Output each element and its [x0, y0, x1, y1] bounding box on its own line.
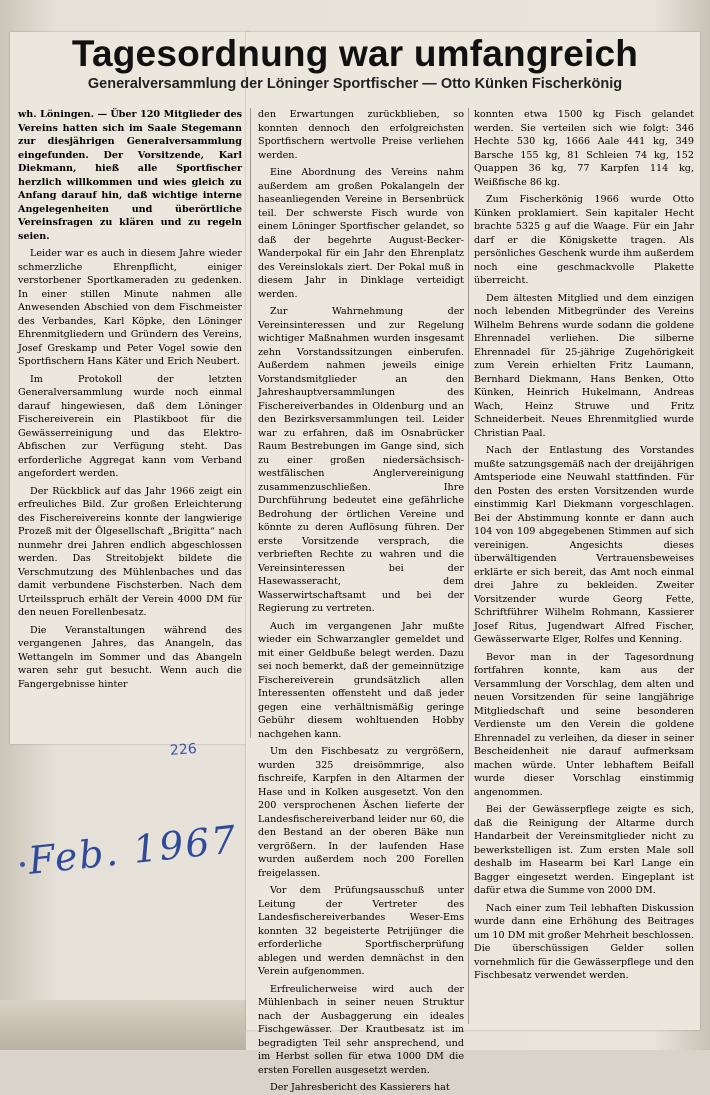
article-column-3 [474, 108, 694, 1026]
article-paragraph: den Erwartungen zurückblieben, so konnten dennoch den erfolgreichsten Sportfischern wertvolle Preise verliehen werden. [258, 109, 464, 161]
column-divider [250, 108, 251, 738]
article-paragraph: Eine Abordnung des Vereins nahm außerdem am großen Pokalangeln der haseanliegenden Vereine in Bersenbrück teil. Der schwerste Fisch wurde von einem Löninger Sportfischer gelandet, so daß der begehrte August-Becker-Wanderpokal für ein Jahr den Ehrenplatz des Vereinslokals ziert. Der Pokal muß in diesem Jahr in Dinklage verteidigt werden. [258, 167, 464, 300]
article-header [30, 34, 680, 92]
article-subheadline: Generalversammlung der Löninger Sportfischer — Otto Künken Fischerkönig [87, 76, 623, 92]
article-paragraph: Nach einer zum Teil lebhaften Diskussion wurde dann eine Erhöhung des Beitrages um 10 DM mit großer Mehrheit beschlossen. Die überschüssigen Gelder sollen vornehmlich für die Gewässerpflege und den Fischbesatz verwendet werden. [474, 902, 694, 981]
article-paragraph: Vor dem Prüfungsausschuß unter Leitung der Vertreter des Landesfischereiverbandes Weser-Ems konnten 32 begeisterte Petrijünger die erforderliche Sportfischerprüfung ablegen und werden demnächst in den Verein aufgenommen. [258, 885, 464, 977]
article-paragraph: Um den Fischbesatz zu vergrößern, wurden 325 dreisömmrige, also fischreife, Karpfen in den Altarmen der Hase und in Kolken ausgesetzt. Von den 200 versprochenen Äschen lieferte der Landesfischereiverband leider nur 60, die den Bestand an der oberen Bäke nun vergrößern. In der laufenden Hase wurden außerdem noch 200 Forellen freigelassen. [258, 746, 464, 879]
article-paragraph: Im Protokoll der letzten Generalversammlung wurde noch einmal darauf hingewiesen, daß dem Löninger Fischereiverein ein Plastikboot für die Gewässerreinigung und das Elektro-Abfischen zur Verfügung steht. Das erforderliche Aggregat kann vom Verband angefordert werden. [18, 373, 242, 479]
article-paragraph: Erfreulicherweise wird auch der Mühlenbach in seiner neuen Struktur nach der Ausbaggerung ein ideales Fischgewässer. Der Krautbesatz ist im begradigten Teil sehr ansprechend, und im Herbst sollen für etwa 1000 DM die ersten Forellen ausgesetzt werden. [258, 983, 464, 1076]
article-paragraph: Der Rückblick auf das Jahr 1966 zeigt ein erfreuliches Bild. Zur großen Erleichterung des Fischereivereins konnte der langwierige Prozeß mit der Ölgesellschaft „Brigitta“ nach nunmehr drei Jahren endlich abgeschlossen werden. Das Streitobjekt bildete die Verschmutzung des Mühlenbaches und das damit verbundene Fischsterben. Nach dem Urteilsspruch erhält der Verein 4000 DM für den neuen Forellenbesatz. [18, 485, 242, 618]
article-paragraph: konnten etwa 1500 kg Fisch gelandet werden. Sie verteilen sich wie folgt: 346 Hechte 530 kg, 1666 Aale 441 kg, 349 Barsche 155 kg, 81 Schleien 74 kg, 152 Quappen 36 kg, 77 Karpfen 114 kg, Weißfische 86 kg. [474, 109, 694, 188]
article-paragraph: Leider war es auch in diesem Jahre wieder schmerzliche Ehrenpflicht, einiger verstorbener Sportkameraden zu gedenken. In einer stillen Minute nahmen alle Anwesenden Abschied von dem Fischmeister des Verbandes, Karl Köpke, den Löninger Ehrenmitgliedern und Gründern des Vereins, Josef Greskamp und Peter Vogel sowie den Sportfischern Hans Käter und Erich Neubert. [18, 248, 242, 367]
article-headline: Tagesordnung war umfangreich [71, 33, 639, 74]
handwritten-page-number: 226 [169, 741, 198, 759]
article-paragraph: Bevor man in der Tagesordnung fortfahren konnte, kam aus der Versammlung der Vorschlag, dem alten und neuen Vorsitzenden für seine langjährige Mitgliedschaft und seine besonderen Verdienste um den Verein die goldene Ehrennadel zu verleihen, da dieser in seiner Bescheidenheit nie darauf aufmerksam machen würde. Unter lebhaftem Beifall wurde dieser Vorschlag einstimmig angenommen. [474, 651, 694, 798]
handwritten-date: Feb. 1967 [26, 817, 240, 883]
article-paragraph: Die Veranstaltungen während des vergangenen Jahres, das Anangeln, das Wettangeln im Sommer und das Abangeln waren sehr gut besucht. Wenn auch die Fangergebnisse hinter [18, 624, 242, 690]
column-divider [468, 108, 469, 1024]
article-paragraph: Bei der Gewässerpflege zeigte es sich, daß die Reinigung der Altarme durch Handarbeit der Vereinsmitglieder nicht zu bewerkstelligen ist. Zum ersten Male soll deshalb im Hasearm bei Karl Lange ein Bagger eingesetzt werden. Eingeplant ist dafür etwa die Summe von 2000 DM. [474, 804, 694, 896]
article-paragraph: Dem ältesten Mitglied und dem einzigen noch lebenden Mitbegründer des Vereins Wilhelm Behrens wurde sodann die goldene Ehrennadel verliehen. Die silberne Ehrennadel für 25-jährige Zugehörigkeit zum Verein erhielten Fritz Laumann, Bernhard Diekmann, Hans Benken, Otto Künken, Heinrich Hukelmann, Andreas Wach, Heinz Struwe und Fritz Schneiderbeit. Neues Ehrenmitglied wurde Christian Paal. [474, 292, 694, 439]
article-column-1 [18, 108, 242, 738]
lead-text: Über 120 Mitglieder des Vereins hatten sich im Saale Stegemann zur diesjährigen Generalversammlung eingefunden. Der Vorsitzende, Karl Diekmann, hieß alle Sportfischer herzlich willkommen und wies gleich zu Anfang darauf hin, daß wichtige interne Angelegenheiten und überörtliche Vereinsfragen zu klären und zu regeln seien. [18, 109, 242, 242]
article-column-2 [258, 108, 464, 1093]
handwritten-mark [20, 862, 25, 867]
article-paragraph: Der Jahresbericht des Kassierers hat [270, 1082, 450, 1093]
article-paragraph: Zum Fischerkönig 1966 wurde Otto Künken proklamiert. Sein kapitaler Hecht brachte 5325 g auf die Waage. Für ein Jahr darf er die Königskette tragen. Als persönliches Geschenk wurde ihm außerdem noch eine geschmackvolle Plakette überreicht. [474, 194, 694, 286]
page-fold-shadow [0, 1000, 246, 1050]
article-paragraph: Nach der Entlastung des Vorstandes mußte satzungsgemäß nach der dreijährigen Amtsperiode eine Neuwahl stattfinden. Für den Posten des ersten Vorsitzenden wurde einstimmig Karl Diekmann vorgeschlagen. Bei der Abstimmung konnte er dann auch 104 von 109 abgegebenen Stimmen auf sich vereinigen. Angesichts dieses überwältigenden Vertrauensbeweises erklärte er sich bereit, das Amt noch einmal drei Jahre zu bekleiden. Zweiter Vorsitzender wurde Georg Fette, Schriftführer Wilhelm Rohmann, Kassierer Josef Ritus, Jugendwart Alfred Fischer, Gewässerwarte Elger, Rolfes und Kenning. [474, 445, 694, 645]
article-dateline: wh. Löningen. — [18, 109, 108, 120]
article-paragraph: Auch im vergangenen Jahr mußte wieder ein Schwarzangler gemeldet und mit einer Geldbuße belegt werden. Dazu sei noch bemerkt, daß der gemeinnützige Fischereiverein grundsätzlich allen Interessenten offensteht und daß jeder gegen eine verhältnismäßig geringe Gebühr diesem wohltuenden Hobby nachgehen kann. [258, 620, 464, 740]
article-paragraph [18, 108, 242, 243]
article-paragraph: Zur Wahrnehmung der Vereinsinteressen und zur Regelung wichtiger Maßnahmen wurden insgesamt zehn Vorstandssitzungen einberufen. Außerdem nahmen jeweils einige Vorstandsmitglieder an den Jahreshauptversammlungen des Fischereiverbandes in Oldenburg und an den Bezirksversammlungen teil. Leider war zu erfahren, daß im Osnabrücker Raum Bestrebungen im Gange sind, sich zu einer großen niedersächsisch-westfälischen Anglervereinigung zusammenzuschließen. Ihre Durchführung bedeutet eine gefährliche Bedrohung der örtlichen Vereine und könnte zu deren Auflösung führen. Der erste Vorsitzende versprach, die verbrieften Rechte zu wahren und die Vereinsinteressen bei der Hasewasseracht, dem Wasserwirtschaftsamt und bei der Regierung zu vertreten. [258, 306, 464, 614]
